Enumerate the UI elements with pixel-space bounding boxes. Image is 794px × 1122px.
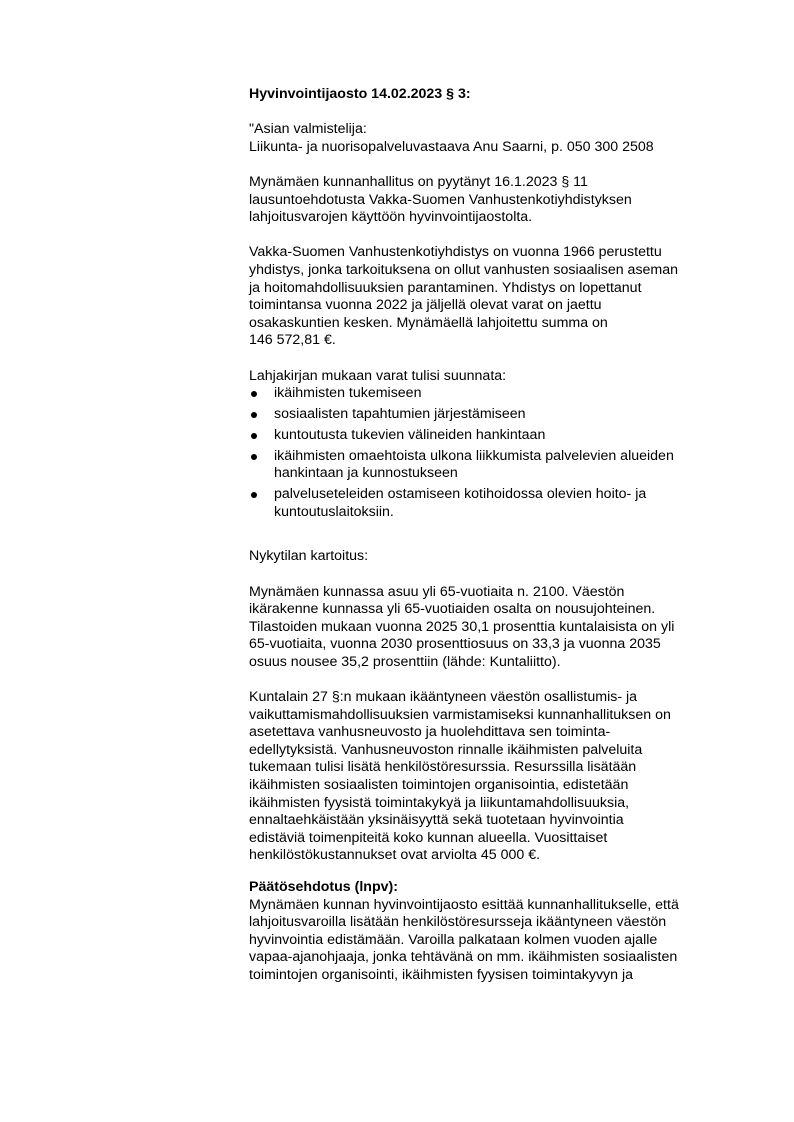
- deed-intro: Lahjakirjan mukaan varat tulisi suunnata:: [249, 367, 507, 384]
- text-line: Mynämäen kunnan hyvinvointijaosto esittää kunnanhallitukselle, että: [249, 896, 679, 913]
- bullet-item: [249, 448, 749, 483]
- proposal-paragraph: [249, 897, 749, 985]
- bullet-item: [249, 385, 749, 403]
- text-line: lausuntoehdotusta Vakka-Suomen Vanhustenkotiyhdistyksen: [249, 191, 632, 208]
- text-line: lahjoitusvaroilla lisätään henkilöstöresursseja ikääntyneen väestön: [249, 914, 667, 931]
- bullet-text: palveluseteleiden ostamiseen kotihoidossa olevien hoito- ja: [274, 486, 647, 503]
- law-paragraph: [249, 689, 749, 865]
- bullet-text: sosiaalisten tapahtumien järjestämiseen: [274, 405, 526, 422]
- bullet-text: kuntoutusta tukevien välineiden hankintaan: [274, 426, 546, 443]
- current-state-heading: Nykytilan kartoitus:: [249, 548, 369, 565]
- text-line: 146 572,81 €.: [249, 332, 336, 349]
- text-line: Kuntalain 27 §:n mukaan ikääntyneen väestön osallistumis- ja: [249, 689, 638, 706]
- text-line: ennaltaehkäistään yksinäisyyttä sekä tuotetaan hyvinvointia: [249, 812, 624, 829]
- text-line: osuus nousee 35,2 prosenttiin (lähde: Kuntaliitto).: [249, 653, 561, 670]
- text-line: ja hoitomahdollisuuksien parantaminen. Yhdistys on lopettanut: [249, 279, 642, 296]
- text-line: 65-vuotiaita, vuonna 2030 prosenttiosuus on 33,3 ja vuonna 2035: [249, 636, 661, 653]
- bullet-item: [249, 427, 749, 445]
- association-paragraph: [249, 244, 749, 350]
- text-line: yhdistys, jonka tarkoituksena on ollut vanhusten sosiaalisen aseman: [249, 261, 679, 278]
- text-line: toimintansa vuonna 2022 ja jäljellä olevat varat on jaettu: [249, 297, 602, 314]
- text-line: hyvinvointia edistämään. Varoilla palkataan kolmen vuoden ajalle: [249, 931, 658, 948]
- bullet-text: ikäihmisten omaehtoista ulkona liikkumista palvelevien alueiden: [274, 447, 674, 464]
- proposal-heading: Päätösehdotus (lnpv):: [249, 879, 398, 896]
- text-line: henkilöstökustannukset ovat arviolta 45 000 €.: [249, 847, 541, 864]
- text-line: Mynämäen kunnassa asuu yli 65-vuotiaita n. 2100. Väestön: [249, 583, 625, 600]
- spacer: [249, 525, 749, 543]
- deed-bullet-list: [249, 385, 749, 521]
- request-paragraph: [249, 174, 749, 227]
- text-line: Vakka-Suomen Vanhustenkotiyhdistys on vuonna 1966 perustettu: [249, 244, 662, 261]
- preparer-person: Liikunta- ja nuorisopalveluvastaava Anu Saarni, p. 050 300 2508: [249, 138, 654, 155]
- bullet-item: [249, 486, 749, 521]
- document-page: [249, 86, 749, 985]
- spacer: [249, 104, 749, 122]
- spacer: [249, 566, 749, 584]
- text-line: lahjoitusvarojen käyttöön hyvinvointijaostolta.: [249, 209, 533, 226]
- preparer-label: "Asian valmistelija:: [249, 121, 367, 138]
- bullet-text: ikäihmisten tukemiseen: [274, 385, 422, 402]
- text-line: osakaskuntien kesken. Mynämäellä lahjoitettu summa on: [249, 314, 608, 331]
- spacer: [249, 227, 749, 245]
- text-line: Mynämäen kunnanhallitus on pyytänyt 16.1.2023 § 11: [249, 173, 588, 190]
- population-paragraph: [249, 584, 749, 672]
- text-line: ikäihmisten fyysistä toimintakykyä ja liikuntamahdollisuuksia,: [249, 794, 630, 811]
- text-line: Tilastoiden mukaan vuonna 2025 30,1 prosenttia kuntalaisista on yli: [249, 618, 675, 635]
- text-line: edellytyksistä. Vanhusneuvoston rinnalle ikäihmisten palveluita: [249, 741, 643, 758]
- text-line: ikäihmisten sosiaalisten toimintojen organisointia, edistetään: [249, 777, 629, 794]
- text-line: vaikuttamismahdollisuuksien varmistamiseksi kunnanhallituksen on: [249, 706, 671, 723]
- text-line: toimintojen organisointi, ikäihmisten fyysisen toimintakyvyn ja: [249, 966, 634, 983]
- spacer: [249, 865, 749, 879]
- text-line: asetettava vanhusneuvosto ja huolehdittava sen toiminta-: [249, 724, 611, 741]
- spacer: [249, 156, 749, 174]
- bullet-text: hankintaan ja kunnostukseen: [274, 465, 458, 482]
- text-line: ikärakenne kunnassa yli 65-vuotiaiden osalta on nousujohteinen.: [249, 601, 656, 618]
- meeting-heading: Hyvinvointijaosto 14.02.2023 § 3:: [249, 86, 471, 102]
- spacer: [249, 350, 749, 368]
- text-line: vapaa-ajanohjaaja, jonka tehtävänä on mm. ikäihmisten sosiaalisten: [249, 949, 678, 966]
- spacer: [249, 671, 749, 689]
- preparer-block: [249, 121, 749, 156]
- text-line: tukemaan tulisi lisätä henkilöstöresurssia. Resurssilla lisätään: [249, 759, 637, 776]
- bullet-text: kuntoutuslaitoksiin.: [274, 503, 394, 520]
- text-line: edistäviä toimenpiteitä koko kunnan alueella. Vuosittaiset: [249, 829, 608, 846]
- bullet-item: [249, 406, 749, 424]
